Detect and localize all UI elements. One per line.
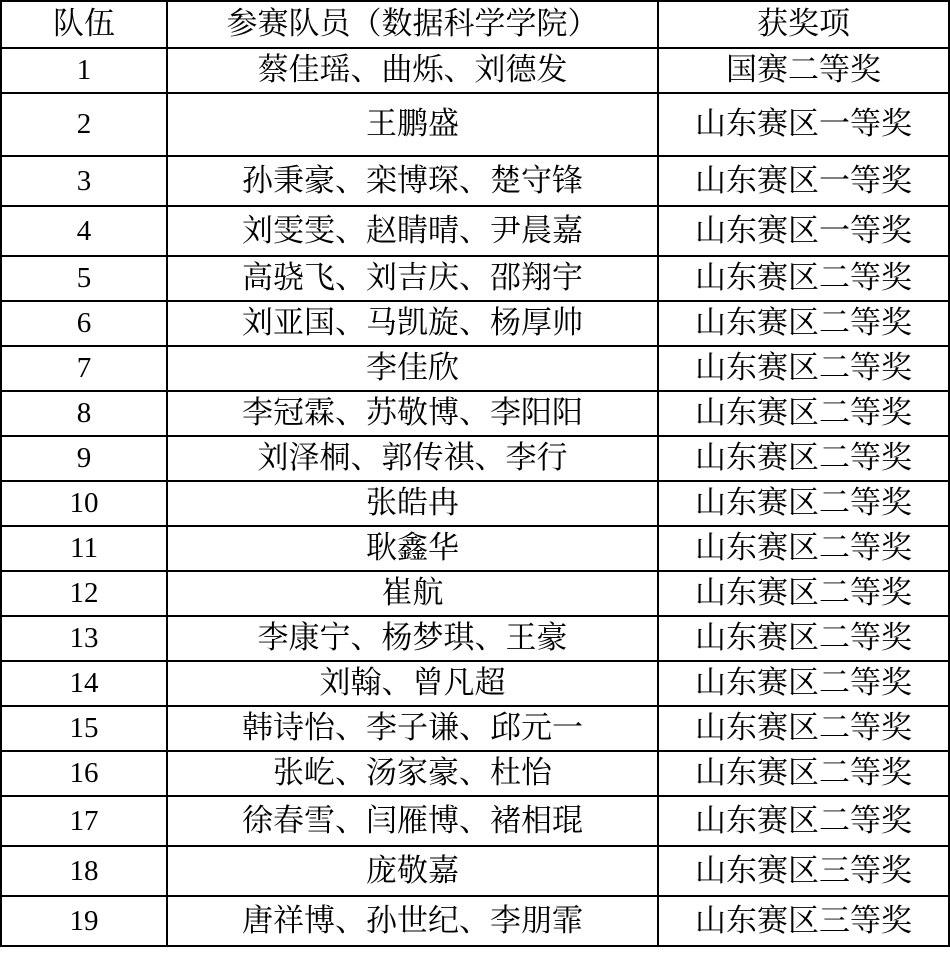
members-cell: 张屹、汤家豪、杜怡: [167, 751, 658, 796]
members-cell: 张皓冉: [167, 481, 658, 526]
members-cell: 唐祥博、孙世纪、李朋霏: [167, 896, 658, 946]
table-row: [1, 481, 949, 526]
table-row: [1, 301, 949, 346]
team-cell: 17: [1, 796, 167, 846]
members-cell: 李佳欣: [167, 346, 658, 391]
table-row: [1, 616, 949, 661]
award-cell: 山东赛区一等奖: [658, 206, 949, 256]
team-cell: 5: [1, 256, 167, 301]
award-cell: 山东赛区三等奖: [658, 846, 949, 896]
members-cell: 蔡佳瑶、曲烁、刘德发: [167, 48, 658, 93]
award-cell: 山东赛区二等奖: [658, 796, 949, 846]
header-row: [1, 1, 949, 48]
members-cell: 庞敬嘉: [167, 846, 658, 896]
team-cell: 18: [1, 846, 167, 896]
members-cell: 刘雯雯、赵睛晴、尹晨嘉: [167, 206, 658, 256]
members-cell: 崔航: [167, 571, 658, 616]
award-cell: 山东赛区二等奖: [658, 571, 949, 616]
award-cell: 山东赛区二等奖: [658, 301, 949, 346]
award-cell: 山东赛区一等奖: [658, 156, 949, 206]
table-row: [1, 156, 949, 206]
award-cell: 山东赛区三等奖: [658, 896, 949, 946]
award-cell: 山东赛区二等奖: [658, 346, 949, 391]
award-cell: 山东赛区二等奖: [658, 256, 949, 301]
table-row: [1, 706, 949, 751]
header-team: 队伍: [1, 1, 167, 48]
award-cell: 山东赛区二等奖: [658, 661, 949, 706]
team-cell: 4: [1, 206, 167, 256]
award-cell: 山东赛区二等奖: [658, 481, 949, 526]
team-cell: 15: [1, 706, 167, 751]
team-cell: 19: [1, 896, 167, 946]
table-row: [1, 661, 949, 706]
header-members: 参赛队员（数据科学学院）: [167, 1, 658, 48]
members-cell: 刘泽桐、郭传祺、李行: [167, 436, 658, 481]
members-cell: 高骁飞、刘吉庆、邵翔宇: [167, 256, 658, 301]
table-row: [1, 436, 949, 481]
table-row: [1, 346, 949, 391]
members-cell: 刘亚国、马凯旋、杨厚帅: [167, 301, 658, 346]
award-cell: 国赛二等奖: [658, 48, 949, 93]
team-cell: 2: [1, 93, 167, 156]
team-cell: 14: [1, 661, 167, 706]
table-row: [1, 896, 949, 946]
team-cell: 8: [1, 391, 167, 436]
team-cell: 7: [1, 346, 167, 391]
header-award: 获奖项: [658, 1, 949, 48]
award-cell: 山东赛区二等奖: [658, 751, 949, 796]
team-cell: 10: [1, 481, 167, 526]
team-cell: 12: [1, 571, 167, 616]
members-cell: 韩诗怡、李子谦、邱元一: [167, 706, 658, 751]
award-cell: 山东赛区二等奖: [658, 706, 949, 751]
team-cell: 3: [1, 156, 167, 206]
table-row: [1, 256, 949, 301]
members-cell: 李康宁、杨梦琪、王豪: [167, 616, 658, 661]
table-row: [1, 93, 949, 156]
table-row: [1, 391, 949, 436]
members-cell: 徐春雪、闫雁博、褚相琨: [167, 796, 658, 846]
members-cell: 孙秉豪、栾博琛、楚守锋: [167, 156, 658, 206]
team-cell: 16: [1, 751, 167, 796]
table-row: [1, 846, 949, 896]
award-cell: 山东赛区二等奖: [658, 436, 949, 481]
team-cell: 1: [1, 48, 167, 93]
award-cell: 山东赛区二等奖: [658, 526, 949, 571]
award-cell: 山东赛区一等奖: [658, 93, 949, 156]
team-cell: 6: [1, 301, 167, 346]
table-row: [1, 206, 949, 256]
members-cell: 刘翰、曾凡超: [167, 661, 658, 706]
table-row: [1, 48, 949, 93]
team-cell: 9: [1, 436, 167, 481]
team-cell: 11: [1, 526, 167, 571]
table-row: [1, 571, 949, 616]
members-cell: 李冠霖、苏敬博、李阳阳: [167, 391, 658, 436]
table-row: [1, 796, 949, 846]
members-cell: 耿鑫华: [167, 526, 658, 571]
table-row: [1, 751, 949, 796]
team-cell: 13: [1, 616, 167, 661]
members-cell: 王鹏盛: [167, 93, 658, 156]
award-cell: 山东赛区二等奖: [658, 616, 949, 661]
table-row: [1, 526, 949, 571]
award-cell: 山东赛区二等奖: [658, 391, 949, 436]
